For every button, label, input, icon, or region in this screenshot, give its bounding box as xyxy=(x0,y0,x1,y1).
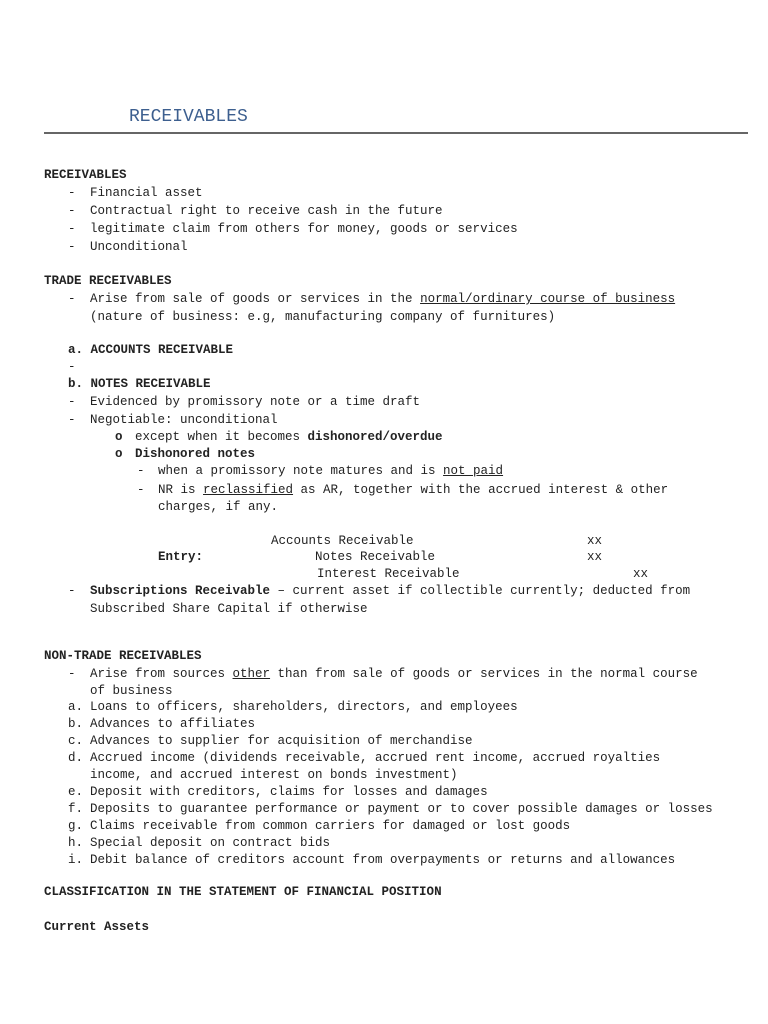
text: when a promissory note matures and is xyxy=(158,464,444,478)
list-item xyxy=(90,666,698,682)
list-label: b. xyxy=(68,717,84,731)
text: except when it becomes xyxy=(135,430,308,444)
list-item: Contractual right to receive cash in the future xyxy=(90,204,443,218)
list-label: c. xyxy=(68,734,84,748)
underlined-text: reclassified xyxy=(203,483,294,497)
section-heading: NON-TRADE RECEIVABLES xyxy=(44,649,202,663)
list-item-cont: (nature of business: e.g, manufacturing company of furnitures) xyxy=(90,310,556,324)
list-item xyxy=(90,291,675,307)
list-label: i. xyxy=(68,853,84,867)
list-item: Debit balance of creditors account from overpayments or returns and allowances xyxy=(90,853,676,867)
text: Arise from sale of goods or services in the xyxy=(90,292,421,306)
bullet-o: o xyxy=(115,430,123,444)
text: as AR, together with the accrued interest & other xyxy=(293,483,669,497)
list-item-cont: charges, if any. xyxy=(158,500,279,514)
section-heading: CLASSIFICATION IN THE STATEMENT OF FINANCIAL POSITION xyxy=(44,885,442,899)
text: NOTES RECEIVABLE xyxy=(90,377,211,391)
section-heading: RECEIVABLES xyxy=(44,168,127,182)
list-item-cont: of business xyxy=(90,684,173,698)
list-item: Special deposit on contract bids xyxy=(90,836,331,850)
list-item xyxy=(135,429,443,445)
list-item: Loans to officers, shareholders, directors, and employees xyxy=(90,700,518,714)
entry-amount: xx xyxy=(587,534,603,548)
bullet-dash: - xyxy=(68,204,76,218)
entry-amount: xx xyxy=(587,550,603,564)
list-item: Accrued income (dividends receivable, accrued rent income, accrued royalties xyxy=(90,751,661,765)
bullet-dash: - xyxy=(68,222,76,236)
list-item-cont: Subscribed Share Capital if otherwise xyxy=(90,602,368,616)
list-item: Advances to supplier for acquisition of merchandise xyxy=(90,734,473,748)
text: than from sale of goods or services in the normal course xyxy=(270,667,698,681)
list-item xyxy=(158,463,503,479)
text: NR is xyxy=(158,483,204,497)
bold-text: dishonored/overdue xyxy=(307,430,443,444)
list-item xyxy=(158,482,668,498)
title-rule xyxy=(44,132,748,134)
list-item: Deposits to guarantee performance or payment or to cover possible damages or losses xyxy=(90,802,713,816)
list-item-cont: income, and accrued interest on bonds investment) xyxy=(90,768,458,782)
list-item: Negotiable: unconditional xyxy=(90,413,278,427)
bullet-dash: - xyxy=(68,292,76,306)
list-item: Unconditional xyxy=(90,240,188,254)
list-item: Evidenced by promissory note or a time draft xyxy=(90,395,421,409)
list-label: a. xyxy=(68,700,84,714)
bold-text: Subscriptions Receivable xyxy=(90,584,271,598)
bullet-dash: - xyxy=(68,186,76,200)
text: – current asset if collectible currently; deducted from xyxy=(270,584,691,598)
bullet-dash: - xyxy=(68,360,76,374)
bullet-dash: - xyxy=(137,464,145,478)
text: Arise from sources xyxy=(90,667,233,681)
bullet-o: o xyxy=(115,447,123,461)
list-label: h. xyxy=(68,836,84,850)
entry-account: Notes Receivable xyxy=(315,550,436,564)
entry-amount: xx xyxy=(633,567,649,581)
list-item: Claims receivable from common carriers for damaged or lost goods xyxy=(90,819,571,833)
text: ACCOUNTS RECEIVABLE xyxy=(90,343,234,357)
label: a. xyxy=(68,343,84,357)
label: b. xyxy=(68,377,84,391)
list-item xyxy=(90,583,690,599)
list-label: g. xyxy=(68,819,84,833)
bullet-dash: - xyxy=(68,584,76,598)
entry-account: Accounts Receivable xyxy=(271,534,414,548)
underlined-text: other xyxy=(232,667,271,681)
list-item: Financial asset xyxy=(90,186,203,200)
bullet-dash: - xyxy=(68,240,76,254)
underlined-text: not paid xyxy=(443,464,504,478)
list-label: e. xyxy=(68,785,84,799)
list-label: d. xyxy=(68,751,84,765)
section-heading: TRADE RECEIVABLES xyxy=(44,274,172,288)
entry-label: Entry: xyxy=(158,550,204,564)
list-item: legitimate claim from others for money, goods or services xyxy=(90,222,518,236)
subheading xyxy=(68,376,211,392)
bullet-dash: - xyxy=(137,483,145,497)
list-label: f. xyxy=(68,802,84,816)
list-item: Advances to affiliates xyxy=(90,717,256,731)
entry-account: Interest Receivable xyxy=(317,567,460,581)
subheading: Current Assets xyxy=(44,920,150,934)
underlined-text: normal/ordinary course of business xyxy=(420,292,676,306)
bullet-dash: - xyxy=(68,395,76,409)
list-item: Dishonored notes xyxy=(135,447,256,461)
document-title: RECEIVABLES xyxy=(129,107,248,127)
bullet-dash: - xyxy=(68,667,76,681)
subheading xyxy=(68,342,233,358)
bullet-dash: - xyxy=(68,413,76,427)
list-item: Deposit with creditors, claims for losses and damages xyxy=(90,785,488,799)
